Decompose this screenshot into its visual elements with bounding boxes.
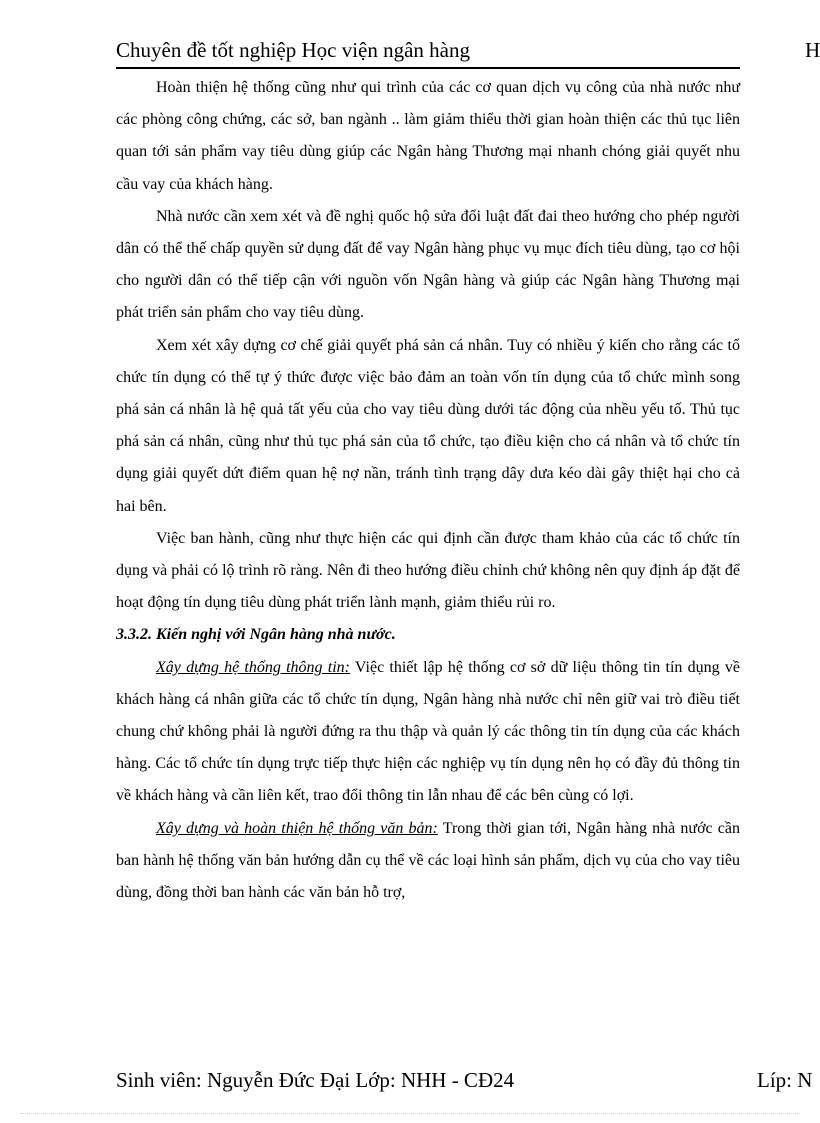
paragraph-3: Xem xét xây dựng cơ chế giải quyết phá sản cá nhân. Tuy có nhiều ý kiến cho rằng các tổ chức tín dụng có thể tự ý thức được việc bảo đảm an toàn vốn tín dụng của tổ chức mình song phá sản cá nhân là hệ quả tất yếu của cho vay tiêu dùng dưới tác động của nhều yếu tố. Thủ tục phá sản cá nhân, cũng như thủ tục phá sản của tổ chức, tạo điều kiện cho cá nhân và tổ chức tín dụng giải quyết dứt điểm quan hệ nợ nần, tránh tình trạng dây dưa kéo dài gây thiệt hại cho cả hai bên. xyxy=(116,336,740,515)
footer-dotted-line xyxy=(20,1113,800,1114)
paragraph-1: Hoàn thiện hệ thống cũng như qui trình của các cơ quan dịch vụ công của nhà nước như các phòng công chứng, các sở, ban ngành .. làm giảm thiểu thời gian hoàn thiện các thủ tục liên quan tới sản phẩm vay tiêu dùng giúp các Ngân hàng Thương mại nhanh chóng giải quyết nhu cầu vay của khách hàng. xyxy=(116,79,740,193)
header-rule xyxy=(116,67,740,69)
section-heading: 3.3.2. Kiến nghị với Ngân hàng nhà nước. xyxy=(116,626,396,644)
paragraph-5-lead: Xây dựng hệ thống thông tin: xyxy=(156,658,350,676)
document-body xyxy=(116,72,740,909)
paragraph-4: Việc ban hành, cũng như thực hiện các qui định cần được tham khảo của các tổ chức tín dụng và phải có lộ trình rõ ràng. Nên đi theo hướng điều chỉnh chứ không nên quy định áp đặt để hoạt động tín dụng tiêu dùng phát triển lành mạnh, giảm thiểu rủi ro. xyxy=(116,529,740,612)
paragraph-5 xyxy=(116,652,740,813)
paragraph-6 xyxy=(116,813,740,910)
footer-right-fragment: Líp: N xyxy=(757,1068,813,1092)
header-right-fragment: H xyxy=(805,38,820,62)
paragraph-6-lead: Xây dựng và hoàn thiện hệ thống văn bản: xyxy=(156,819,438,837)
paragraph-2: Nhà nước cần xem xét và đề nghị quốc hộ sửa đổi luật đất đai theo hướng cho phép người dân có thể thế chấp quyền sử dụng đất để vay Ngân hàng phục vụ mục đích tiêu dùng, tạo cơ hội cho người dân có thể tiếp cận với nguồn vốn Ngân hàng và giúp các Ngân hàng Thương mại phát triển sản phẩm cho vay tiêu dùng. xyxy=(116,207,740,322)
header-title: Chuyên đề tốt nghiệp Học viện ngân hàng xyxy=(116,38,471,62)
paragraph-6-text: Trong thời gian tới, Ngân hàng nhà nước cần ban hành hệ thống văn bản hướng dẫn cụ thể về các loại hình sản phẩm, dịch vụ của cho vay tiêu dùng, đồng thời ban hành các văn bản hỗ trợ, xyxy=(116,819,741,902)
footer-student-info: Sinh viên: Nguyễn Đức Đại Lớp: NHH - CĐ24 xyxy=(116,1068,515,1092)
paragraph-5-text: Việc thiết lập hệ thống cơ sở dữ liệu thông tin tín dụng về khách hàng cá nhân giữa các tổ chức tín dụng, Ngân hàng nhà nước chỉ nên giữ vai trò điều tiết chung chứ không phải là người đứng ra thu thập và quản lý các thông tin tín dụng của các khách hàng. Các tổ chức tín dụng trực tiếp thực hiện các nghiệp vụ tín dụng nên họ có đầy đủ thông tin về khách hàng và cần liên kết, trao đổi thông tin lẫn nhau để các bên cùng có lợi. xyxy=(116,658,740,805)
